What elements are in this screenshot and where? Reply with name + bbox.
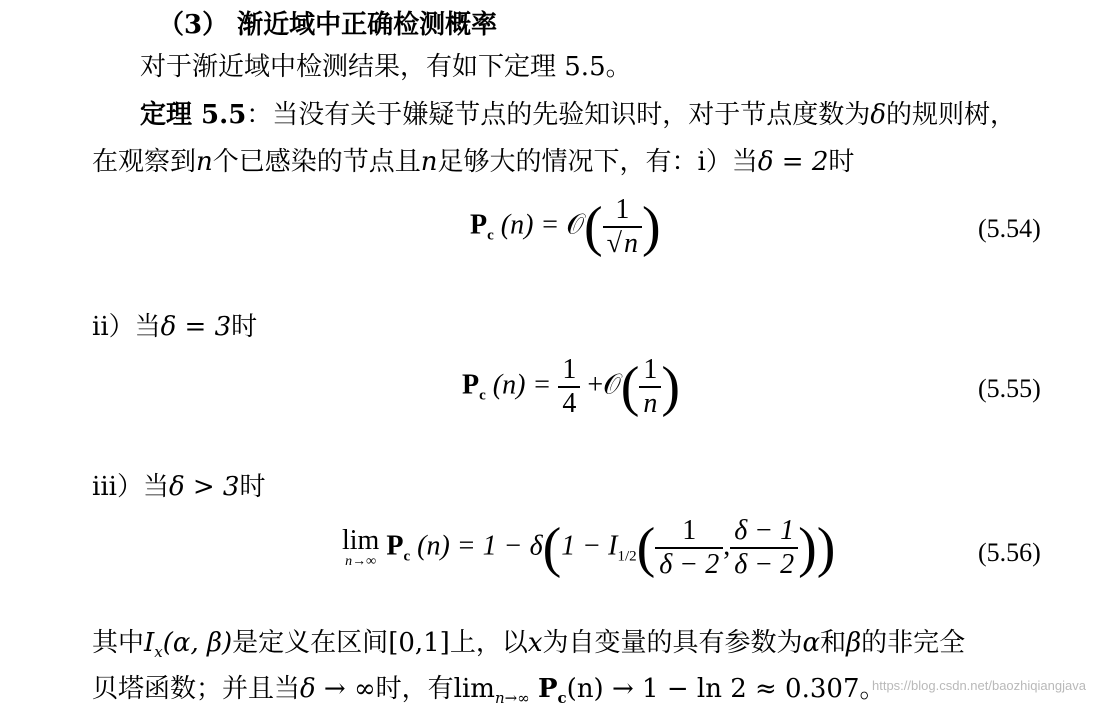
- case-iii-label: iii）当: [92, 472, 169, 502]
- eq2-P: P: [462, 369, 480, 401]
- equation-number-5-54: (5.54): [978, 214, 1041, 243]
- eq1-lhs-arg: (n) =: [500, 209, 560, 241]
- footer-result: (n) → 1 − ln 2 ≈ 0.307: [566, 674, 860, 704]
- footer-text-e: 和: [820, 628, 847, 658]
- case-ii-label: ii）当: [92, 312, 161, 342]
- case-iii-condition: δ > 3: [168, 472, 240, 502]
- eq2-lhs-arg: (n) =: [492, 369, 552, 401]
- eq3-P: P: [386, 530, 404, 562]
- eq2-denominator: n: [643, 388, 658, 420]
- eq1-bigO: 𝒪: [566, 209, 584, 241]
- eq3-lhs-arg: (n) = 1 − δ: [417, 530, 543, 562]
- case-iii-line: [92, 466, 265, 503]
- eq2-numerator: 1: [639, 354, 661, 388]
- eq2-fraction: [639, 354, 661, 420]
- footer-text-2b: 时，有: [375, 674, 454, 704]
- footer-I-sub: x: [154, 643, 163, 661]
- eq2-quarter-den: 4: [562, 388, 577, 420]
- section-heading: [158, 4, 497, 41]
- eq2-bigO: 𝒪: [603, 369, 621, 401]
- eq2-plus: +: [587, 369, 604, 401]
- footer-line-2: [92, 668, 886, 707]
- eq3-lim: lim: [342, 525, 380, 557]
- eq3-frac-2-num: δ − 1: [730, 515, 798, 549]
- footer-alpha: α: [802, 628, 821, 658]
- eq3-inner-sub: 1/2: [617, 548, 637, 565]
- theorem-text-2-end: 时: [828, 147, 855, 177]
- equation-number-5-56: (5.56): [978, 538, 1041, 567]
- eq1-fraction: $\frac{1}{√n}$: [603, 194, 642, 260]
- footer-end: 。: [859, 674, 886, 704]
- footer-text-d: 为自变量的具有参数为: [542, 628, 803, 658]
- n-symbol: n: [196, 147, 213, 177]
- equation-number-5-55: (5.55): [978, 374, 1041, 403]
- footer-text-c: 上，以: [449, 628, 528, 658]
- equation-5-55: $P_c$ (n) = $\frac{1}{4}$ +𝒪( $\frac{1}{n}$ ): [462, 354, 681, 420]
- eq2-sub: c: [479, 387, 486, 404]
- section-number: （3）: [158, 10, 229, 40]
- footer-lim-sub: n→∞: [494, 689, 530, 707]
- theorem-label: 定理 5.5: [140, 100, 247, 130]
- theorem-text-2b: 个已感染的节点且: [212, 147, 421, 177]
- equation-5-56: lim n→∞ $P_c$ $(n) = 1 - \delta(1 - I_{1/2}$( $\frac{1}{\delta - 2}$ , $\frac{\delta - 1}{\delta - 2}$ )): [342, 515, 836, 581]
- eq1-sub: c: [487, 227, 494, 244]
- eq3-frac-1-num: 1: [655, 515, 723, 549]
- footer-text-b: 是定义在区间: [232, 628, 389, 658]
- theorem-text-2c: 足够大的情况下，有：i）当: [437, 147, 758, 177]
- theorem-line-2: [92, 141, 854, 178]
- eq3-comma: ,: [723, 530, 731, 562]
- footer-P-sub: c: [557, 689, 567, 707]
- watermark: https://blog.csdn.net/baozhiqiangjava: [872, 678, 1086, 693]
- theorem-line-1: [140, 94, 1016, 131]
- case1-condition: δ = 2: [757, 147, 829, 177]
- eq1-denominator: n: [624, 228, 638, 260]
- footer-text-f: 的非完全: [861, 628, 966, 658]
- eq1-P: P: [470, 209, 488, 241]
- equation-5-54: $P_c$ (n) = 𝒪( $\frac{1}{√n}$ ): [470, 194, 661, 260]
- footer-P: P: [537, 674, 558, 704]
- case-ii-end: 时: [231, 312, 258, 342]
- eq3-limit: [342, 527, 379, 569]
- theorem-text-1-end: 的规则树，: [885, 100, 1016, 130]
- footer-text-2a: 贝塔函数；并且当: [92, 674, 301, 704]
- delta-symbol: δ: [870, 100, 886, 130]
- eq3-frac-2: [730, 515, 798, 581]
- case-iii-end: 时: [239, 472, 266, 502]
- eq3-inner: 1 − I: [561, 530, 618, 562]
- footer-x: x: [527, 628, 543, 658]
- footer-text-a: 其中: [92, 628, 145, 658]
- footer-limit-cond: δ → ∞: [300, 674, 376, 704]
- eq3-frac-2-den: δ − 2: [734, 549, 795, 581]
- footer-I-args: (α, β): [162, 628, 233, 658]
- eq3-lim-under: n→∞: [345, 554, 377, 570]
- eq2-quarter-num: 1: [558, 354, 580, 388]
- intro-paragraph: 对于渐近域中检测结果，有如下定理 5.5。: [140, 52, 632, 82]
- case-ii-condition: δ = 3: [160, 312, 232, 342]
- eq3-frac-1: [655, 515, 723, 581]
- section-title: 渐近域中正确检测概率: [237, 10, 498, 40]
- eq3-frac-1-den: δ − 2: [659, 549, 720, 581]
- eq2-quarter: [558, 354, 580, 420]
- n-symbol-2: n: [420, 147, 438, 177]
- footer-beta: β: [846, 628, 862, 658]
- footer-interval: [0,1]: [388, 628, 450, 658]
- eq1-numerator: 1: [603, 194, 642, 228]
- footer-I: I: [144, 628, 155, 658]
- theorem-text-1: ：当没有关于嫌疑节点的先验知识时，对于节点度数为: [246, 100, 871, 130]
- case-ii-line: [92, 306, 257, 343]
- footer-lim: lim: [453, 674, 495, 704]
- theorem-text-2a: 在观察到: [92, 147, 197, 177]
- eq3-sub: c: [403, 548, 411, 565]
- footer-line-1: [92, 622, 965, 661]
